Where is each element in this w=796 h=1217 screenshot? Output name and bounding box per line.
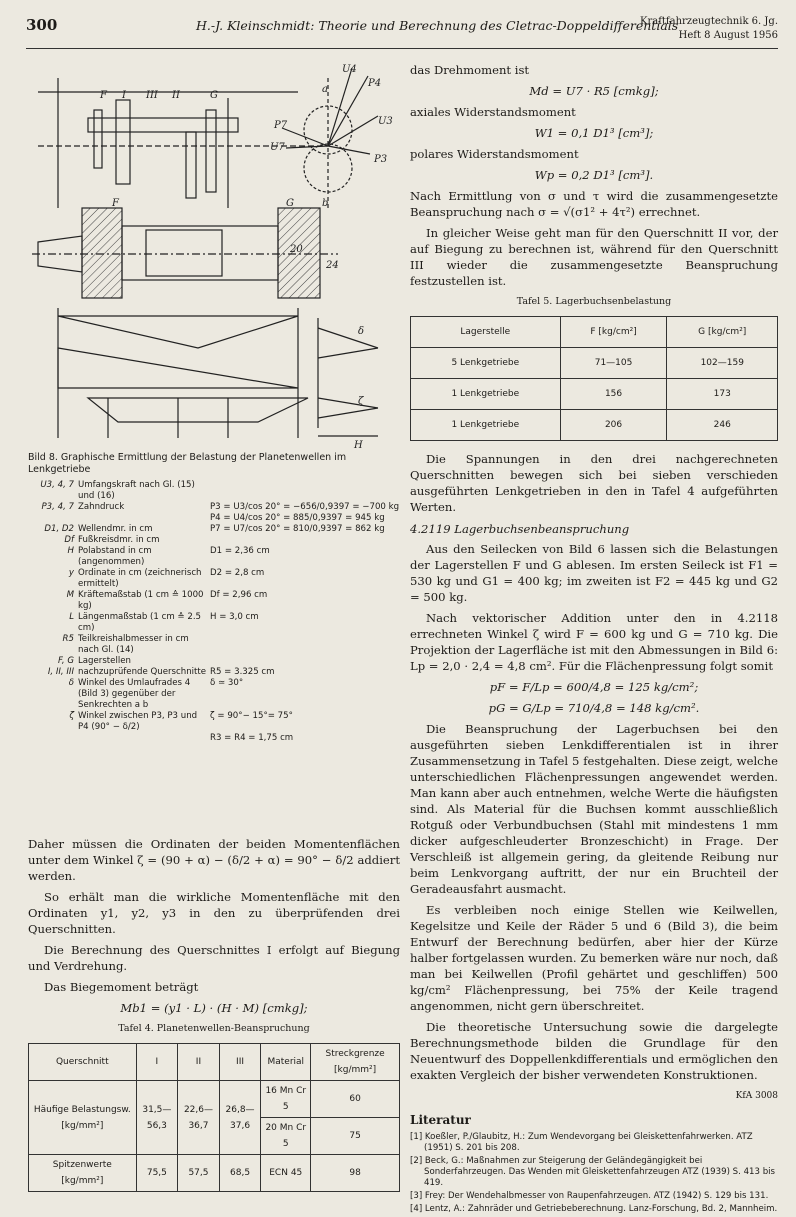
fig-label-F: F [100,90,107,101]
legend-symbol: P3, 4, 7 [41,502,74,512]
reference-item: [2] Beck, G.: Maßnahmen zur Steigerung der Geländegängigkeit bei Sonderfahrzeugen. Das Wenden mit Gleiskettenfahrzeugen ATZ (1939) S. 413 bis 419. [410,1156,776,1188]
fig-label-U7: U7 [270,142,285,153]
paragraph: Die Spannungen in den drei nachgerechneten Querschnitten bewegen sich bei sieben verschieden ausgeführten Lenkgetrieben in den in Tafel 4 aufgeführten Werten. [410,452,778,514]
fig-label-a: a [322,84,328,95]
legend-text: Lagerstellen [78,656,131,666]
legend-text: Winkel zwischen P3, P3 und P4 (90° − δ/2) [78,711,198,732]
table-cell: 71—105 [560,348,667,379]
figure-legend [36,480,400,744]
paragraph: In gleicher Weise geht man für den Querschnitt II vor, der auf Biegung zu berechnen ist, während für den Querschnitt III wieder die zusammengesetzte Beanspruchung festzustellen ist. [410,226,778,288]
legend-symbol: F, G [58,656,74,666]
equation: pF = F/Lp = 600/4,8 = 125 kg/cm²; [489,680,699,694]
table-header: Material [261,1044,311,1081]
legend-symbol: M [66,590,74,600]
legend-row [36,711,400,733]
legend-row [36,535,400,546]
journal-line-1: Kraftfahrzeugtechnik 6. Jg. [639,16,778,27]
legend-value: D1 = 2,36 cm [210,546,270,556]
table-cell: 98 [311,1155,400,1192]
table-cell: 26,8—37,6 [219,1081,261,1155]
table-cell: Spitzenwerte [kg/mm²] [29,1155,137,1192]
table-cell: 1 Lenkgetriebe [411,379,561,410]
fig-label-20: 20 [290,244,303,255]
table-row [29,1155,400,1192]
fig-label-P4: P4 [368,78,382,89]
equation: Md = U7 · R5 [cmkg]; [529,84,659,98]
paragraph: Nach Ermittlung von σ und τ wird die zusammengesetzte Beanspruchung nach σ = √(σ1² + 4τ²) errechnet. [410,189,778,219]
legend-value: R5 = 3.325 cm [210,667,275,677]
legend-value: P4 = U4/cos 20° = 885/0,9397 = 945 kg [210,513,385,523]
fig-label-P3: P3 [374,154,388,165]
table-cell: 156 [560,379,667,410]
legend-row [36,502,400,513]
paragraph: Aus den Seilecken von Bild 6 lassen sich die Belastungen der Lagerstellen F und G ablesen. Im ersten Seileck ist F1 = 530 kg und G1 = 400 kg; im zweiten ist F2 = 445 kg und G2 = 500 kg. [410,542,778,604]
legend-value: δ ≃ 30° [210,678,244,688]
paragraph: Das Biegemoment beträgt [44,980,199,994]
legend-value: R3 = R4 = 1,75 cm [210,733,294,743]
fig-label-III: III [146,90,158,101]
legend-text: nachzuprüfende Querschnitte [78,667,207,677]
legend-value: Df = 2,96 cm [210,590,268,600]
reference-list [410,1132,778,1215]
fig-label-24: 24 [326,260,339,271]
table-cell: 173 [667,379,778,410]
table-header: Streckgrenze [kg/mm²] [311,1044,400,1081]
fig-label-U4: U4 [342,64,357,75]
legend-symbol: δ [68,678,74,688]
table-header: Lagerstelle [411,317,561,348]
fig-label-F2: F [112,198,119,209]
legend-row [36,568,400,590]
legend-row [36,480,400,502]
legend-symbol: R5 [62,634,74,644]
table-4 [28,1043,400,1192]
table-header: II [178,1044,220,1081]
table-row [411,379,778,410]
legend-row [36,546,400,568]
fig-label-G2: G [286,198,294,209]
legend-symbol: I, II, III [47,667,74,677]
table-cell: Häufige Belastungsw. [kg/mm²] [29,1081,137,1155]
legend-row [36,612,400,634]
legend-text: Wellendmr. in cm [78,524,153,534]
table-cell: 75,5 [136,1155,178,1192]
legend-text: Längenmaßstab (1 cm ≙ 2.5 cm) [78,612,202,633]
table-cell: 68,5 [219,1155,261,1192]
table-cell: 22,6—36,7 [178,1081,220,1155]
fig-label-P7: P7 [274,120,288,131]
page-number: 300 [26,16,58,34]
legend-symbol: ζ [69,711,74,721]
legend-value [210,535,400,546]
table-cell: 20 Mn Cr 5 [261,1118,311,1155]
table-cell: 206 [560,410,667,441]
legend-text: Teilkreishalbmesser in cm nach Gl. (14) [78,634,189,655]
equation: W1 = 0,1 D1³ [cm³]; [534,126,654,140]
legend-text: Kräftemaßstab (1 cm ≙ 1000 kg) [78,590,204,611]
table-header: I [136,1044,178,1081]
table-cell: 246 [667,410,778,441]
legend-value: D2 = 2,8 cm [210,568,265,578]
reference-item: [3] Frey: Der Wendehalbmesser von Raupenfahrzeugen. ATZ (1942) S. 129 bis 131. [410,1191,769,1201]
legend-text: Polabstand in cm (angenommen) [78,546,152,567]
paragraph: Es verbleiben noch einige Stellen wie Keilwellen, Kegelsitze und Keile der Räder 5 und 6 (Bild 3), die beim Entwurf der Berechnung bedürfen, aber hier der Kürze halber fortgelassen wurden. Zu bemerken wäre nur noch, daß man bei Keilwellen (Profil gehärtet und geschliffen) 500 kg/cm² Flächenpressung, bei 75% der Keile tragend angenommen, nicht gern überschreitet. [410,903,778,1013]
legend-symbol: H [67,546,74,556]
legend-row [36,590,400,612]
legend-value [210,634,400,656]
legend-value: H = 3,0 cm [210,612,259,622]
table-4-caption: Tafel 4. Planetenwellen-Beanspruchung [118,1023,310,1034]
table-header: G [kg/cm²] [667,317,778,348]
table-cell: ECN 45 [261,1155,311,1192]
legend-text: Winkel des Umlaufrades 4 (Bild 3) gegenüber der Senkrechten a b [78,678,191,710]
table-cell: 5 Lenkgetriebe [411,348,561,379]
table-header: Querschnitt [29,1044,137,1081]
table-row [411,348,778,379]
table-cell: 16 Mn Cr 5 [261,1081,311,1118]
legend-row [36,733,400,744]
legend-value [210,656,400,667]
table-cell: 1 Lenkgetriebe [411,410,561,441]
text-line: das Drehmoment ist [410,63,530,77]
legend-value: P7 = U7/cos 20° = 810/0,9397 = 862 kg [210,524,385,534]
figure-caption: Bild 8. Graphische Ermittlung der Belastung der Planetenwellen im Lenkgetriebe [28,452,347,475]
fig-label-U3: U3 [378,116,393,127]
legend-row [36,667,400,678]
paragraph: Die Berechnung des Querschnittes I erfolgt auf Biegung und Verdrehung. [28,943,400,973]
legend-symbol: Df [64,535,74,545]
fig-label-zeta: ζ [358,396,364,407]
table-5 [410,316,778,441]
legend-text: Zahndruck [78,502,125,512]
table-header: F [kg/cm²] [560,317,667,348]
right-column [410,62,778,1217]
journal-line-2: Heft 8 August 1956 [678,30,778,41]
reference-item: [1] Koeßler, P./Glaubitz, H.: Zum Wendevorgang bei Gleiskettenfahrwerken. ATZ (1951) S. 201 bis 208. [410,1132,753,1153]
legend-symbol [36,513,78,524]
legend-text [78,733,210,744]
legend-row [36,656,400,667]
legend-symbol: D1, D2 [44,524,74,534]
table-cell: 102—159 [667,348,778,379]
legend-symbol: L [69,612,74,622]
legend-value [210,480,400,502]
figure-8-drawing [28,58,400,450]
reference-item: [4] Lentz, A.: Zahnräder und Getriebeberechnung. Lanz-Forschung, Bd. 2, Mannheim. [410,1204,778,1214]
fig-label-I: I [122,90,126,101]
legend-row [36,634,400,656]
paragraph: Daher müssen die Ordinaten der beiden Momentenflächen unter dem Winkel ζ = (90 + α) − (δ/2 + α) = 90° − δ/2 addiert werden. [28,837,400,883]
fig-label-II: II [172,90,180,101]
text-line: axiales Widerstandsmoment [410,105,576,119]
kfa-number: KfA 3008 [735,1091,778,1101]
paragraph: Die Beanspruchung der Lagerbuchsen bei den ausgeführten sieben Lenkdifferentialen ist in ihrer Zusammensetzung in Tafel 5 festgehalten. Diese zeigt, welche unterschiedlichen Flächenpressungen angewendet werden. Man kann aber auch entnehmen, welche Werte die häufigsten sind. Als Material für die Buchsen kommt ausschließlich Rotguß oder Verbundbuchsen (Stahl mit mindestens 1 mm dicker aufgeschleuderter Bronzeschicht) in Frage. Der Verschleiß ist allgemein gering, da gleitende Reibung nur beim Lenkvorgang auftritt, der nur ein Bruchteil der Geradeausfahrt ausmacht. [410,722,778,896]
legend-text: Ordinate in cm (zeichnerisch ermittelt) [78,568,202,589]
paragraph: So erhält man die wirkliche Momentenfläche mit den Ordinaten y1, y2, y3 in den zu überprüfenden drei Querschnitten. [28,890,400,936]
literature-heading: Literatur [410,1113,471,1127]
fig-label-delta: δ [358,326,365,337]
running-title: H.-J. Kleinschmidt: Theorie und Berechnung des Cletrac-Doppeldifferentials [196,18,679,33]
table-header: III [219,1044,261,1081]
legend-symbol: U3, 4, 7 [40,480,74,490]
fig-label-G: G [210,90,218,101]
table-cell: 31,5—56,3 [136,1081,178,1155]
equation: Wp = 0,2 D1³ [cm³]. [534,168,654,182]
paragraph: Nach vektorischer Addition unter den in 4.2118 errechneten Winkel ζ wird F = 600 kg und G = 710 kg. Die Projektion der Lagerfläche ist mit den Abmessungen in Bild 6: Lp = 2,0 · 2,4 = 4,8 cm². Für die Flächenpressung folgt somit [410,611,778,673]
equation: Mb1 = (y1 · L) · (H · M) [cmkg]; [120,1001,308,1015]
legend-row [36,524,400,535]
table-cell: 75 [311,1118,400,1155]
table-row [411,410,778,441]
paragraph: Die theoretische Untersuchung sowie die dargelegte Berechnungsmethode bilden die Grundlage für den Neuentwurf des Doppellenkdifferentials und ermöglichen den exakten Vergleich der bisher verwendeten Konstruktionen. [410,1020,778,1082]
fig-label-b: b [322,198,329,209]
section-heading: 4.2119 Lagerbuchsenbeanspruchung [410,522,630,536]
page-header [26,14,778,49]
legend-value: ζ = 90°− 15°= 75° [210,711,293,721]
legend-value: P3 = U3/cos 20° = −656/0,9397 = −700 kg [210,502,400,512]
table-5-caption: Tafel 5. Lagerbuchsenbelastung [516,296,672,307]
legend-text [78,513,210,524]
text-line: polares Widerstandsmoment [410,147,579,161]
fig-label-H: H [354,440,363,450]
legend-row [36,513,400,524]
equation: pG = G/Lp = 710/4,8 = 148 kg/cm². [488,701,700,715]
legend-text: Fußkreisdmr. in cm [78,535,160,545]
table-cell: 60 [311,1081,400,1118]
legend-symbol [36,733,78,744]
table-row [29,1081,400,1118]
left-column [28,836,400,1192]
legend-text: Umfangskraft nach Gl. (15) und (16) [78,480,195,501]
table-cell: 57,5 [178,1155,220,1192]
legend-row [36,678,400,711]
legend-symbol: y [68,568,74,578]
